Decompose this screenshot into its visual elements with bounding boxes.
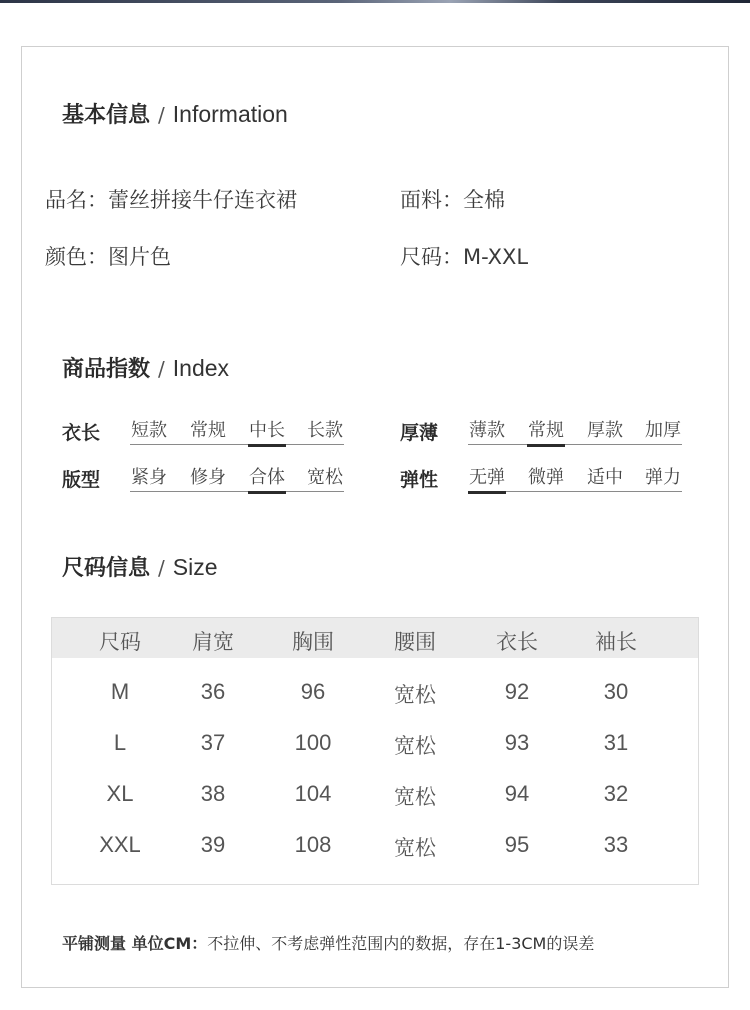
index-option: 长款	[307, 420, 343, 441]
size-table-header-cell: 腰围	[394, 630, 436, 654]
size-table-cell: 宽松	[394, 734, 436, 758]
size-table-cell: 104	[294, 781, 332, 806]
index-scale-elasticity	[468, 463, 682, 492]
section-title-en: Size	[172, 554, 218, 580]
section-title-cn: 商品指数	[62, 357, 151, 382]
index-option-selected: 无弹	[469, 467, 505, 488]
section-title-cn: 基本信息	[62, 103, 151, 128]
index-option: 修身	[190, 467, 226, 488]
size-table	[51, 617, 699, 885]
top-banner-strip	[0, 0, 750, 3]
size-table-header	[52, 618, 698, 658]
section-title-slash: /	[158, 103, 165, 127]
section-title-en: Information	[172, 101, 288, 127]
measurement-note	[62, 931, 594, 954]
size-table-cell: 宽松	[394, 836, 436, 860]
size-table-cell: 36	[200, 679, 226, 704]
size-table-header-cell: 肩宽	[192, 630, 234, 654]
index-label-length: 衣长	[62, 422, 101, 444]
size-table-cell: 94	[504, 781, 530, 806]
index-option-selected: 合体	[249, 467, 285, 488]
size-table-cell: 93	[504, 730, 530, 755]
size-table-cell: XL	[106, 781, 134, 806]
section-title-en: Index	[172, 355, 230, 381]
index-option: 常规	[190, 420, 226, 441]
index-label-thickness: 厚薄	[400, 422, 439, 444]
index-scale-length	[130, 416, 344, 445]
index-option-selected: 中长	[249, 420, 285, 441]
section-title-slash: /	[158, 556, 165, 580]
size-table-cell: XXL	[99, 832, 141, 857]
index-option: 微弹	[528, 467, 564, 488]
size-table-cell: 108	[294, 832, 332, 857]
size-table-cell: 宽松	[394, 785, 436, 809]
product-fabric: 面料：全棉	[400, 188, 505, 212]
size-table-cell: L	[113, 730, 127, 755]
size-table-cell: 39	[200, 832, 226, 857]
size-table-cell: 96	[300, 679, 326, 704]
index-scale-thickness	[468, 416, 682, 445]
size-table-cell: 32	[603, 781, 629, 806]
section-title-information	[62, 98, 288, 129]
index-option-selected: 常规	[528, 420, 564, 441]
index-option: 加厚	[645, 420, 681, 441]
index-option: 弹力	[645, 467, 681, 488]
index-option: 宽松	[307, 467, 343, 488]
measurement-note-text: 不拉伸、不考虑弹性范围内的数据，存在1-3CM的误差	[207, 934, 595, 953]
size-table-cell: 37	[200, 730, 226, 755]
size-table-header-cell: 胸围	[292, 630, 334, 654]
size-table-cell: 30	[603, 679, 629, 704]
product-color: 颜色：图片色	[45, 245, 171, 269]
size-table-cell: 100	[294, 730, 332, 755]
index-option: 紧身	[131, 467, 167, 488]
selected-indicator-bar	[248, 491, 286, 494]
section-title-slash: /	[158, 357, 165, 381]
index-option: 适中	[587, 467, 623, 488]
index-option: 短款	[131, 420, 167, 441]
selected-indicator-bar	[527, 444, 565, 447]
size-table-cell: 92	[504, 679, 530, 704]
size-table-cell: 95	[504, 832, 530, 857]
section-title-index	[62, 352, 229, 383]
index-label-fit: 版型	[62, 469, 101, 491]
size-table-header-cell: 衣长	[496, 630, 538, 654]
index-option: 厚款	[587, 420, 623, 441]
index-option: 薄款	[469, 420, 505, 441]
size-table-cell: 宽松	[394, 683, 436, 707]
size-table-cell: M	[110, 679, 130, 704]
size-table-cell: 38	[200, 781, 226, 806]
selected-indicator-bar	[248, 444, 286, 447]
size-table-header-cell: 尺码	[99, 630, 141, 654]
section-title-cn: 尺码信息	[62, 556, 151, 581]
size-table-cell: 33	[603, 832, 629, 857]
index-label-elasticity: 弹性	[400, 469, 439, 491]
measurement-note-bold: 平铺测量 单位CM：	[62, 934, 208, 953]
section-title-size	[62, 551, 218, 582]
product-name: 品名：蕾丝拼接牛仔连衣裙	[45, 188, 297, 212]
selected-indicator-bar	[468, 491, 506, 494]
index-scale-fit	[130, 463, 344, 492]
size-table-header-cell: 袖长	[595, 630, 637, 654]
size-table-cell: 31	[603, 730, 629, 755]
product-size-range: 尺码：M-XXL	[400, 245, 529, 269]
